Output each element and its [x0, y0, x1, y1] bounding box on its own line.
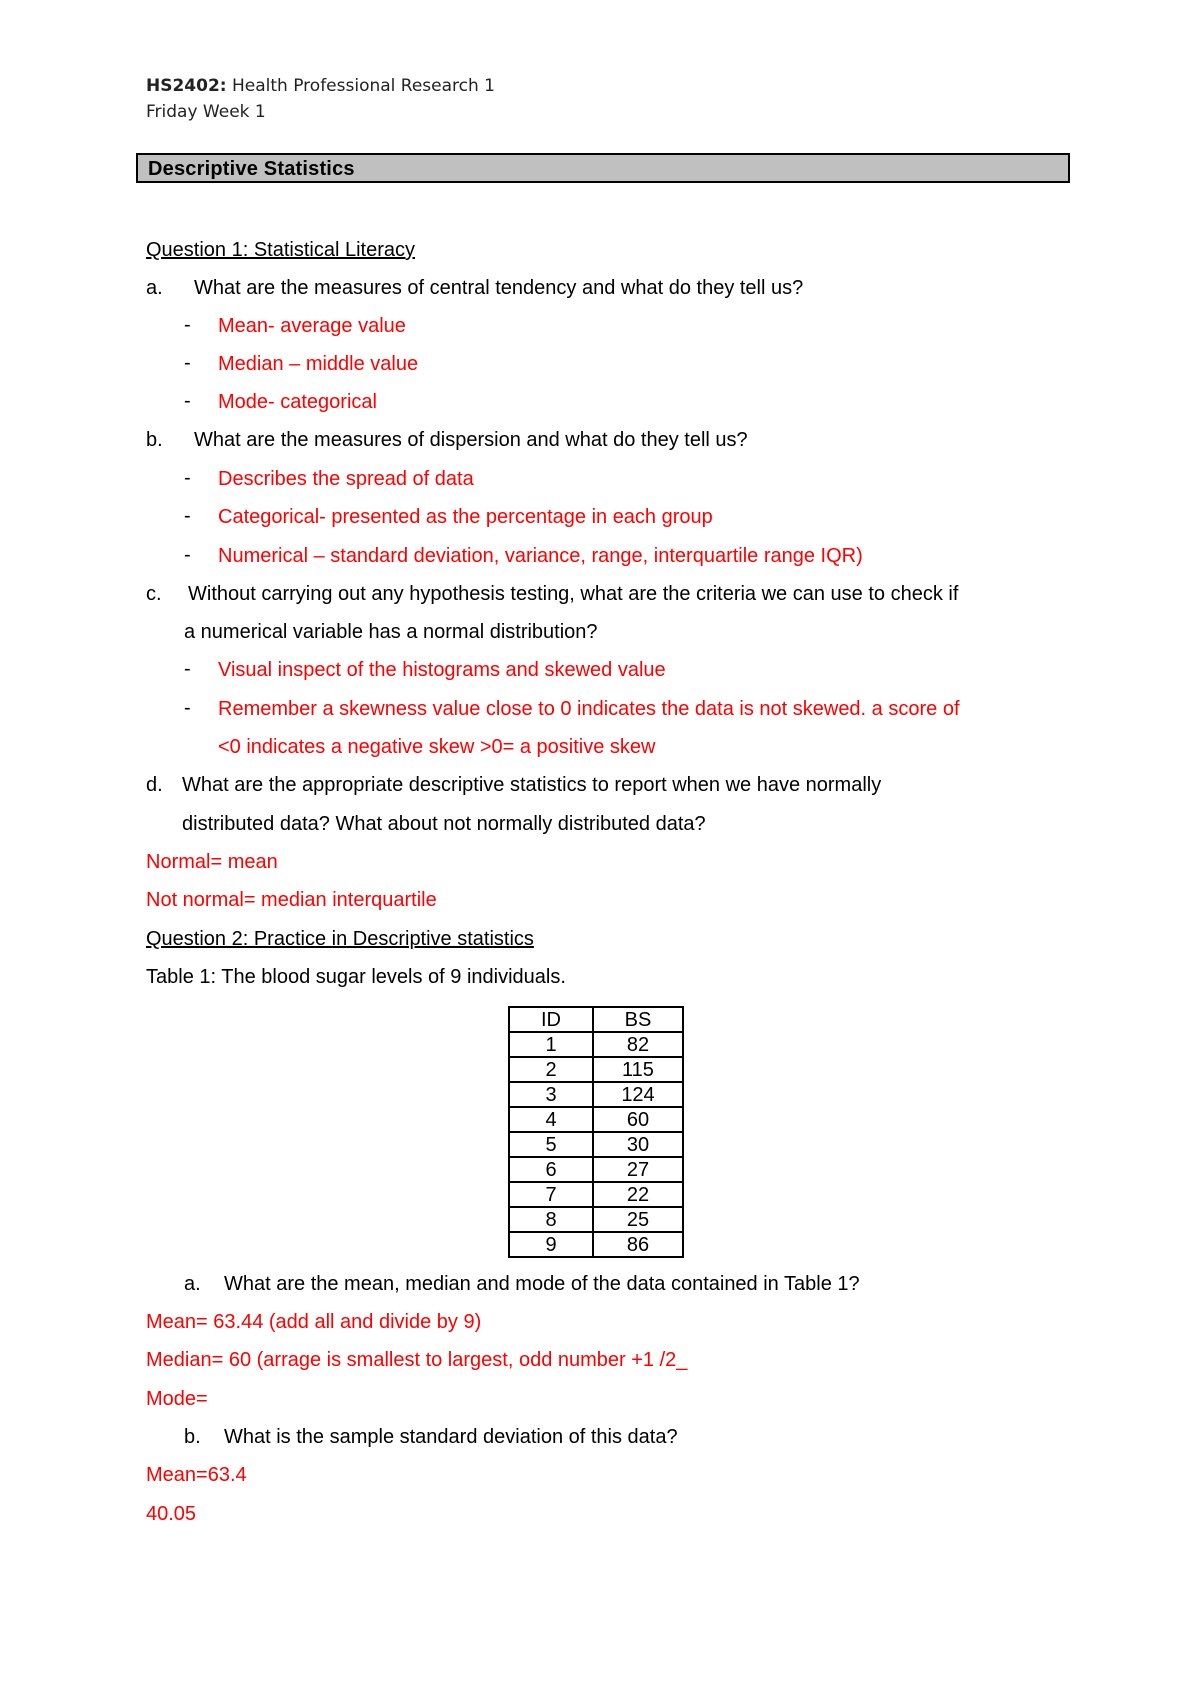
q2a-answer-mean: Mean= 63.44 (add all and divide by 9): [146, 1311, 482, 1333]
q2b-answer-sd: 40.05: [146, 1503, 197, 1525]
col-header-id: ID: [509, 1007, 593, 1032]
cell-bs: 82: [593, 1032, 683, 1057]
cell-id: 8: [509, 1207, 593, 1232]
q1c-answer-1: Visual inspect of the histograms and skewed value: [218, 659, 666, 681]
table-row: [509, 1132, 683, 1157]
table-row: [509, 1082, 683, 1107]
table-caption: Table 1: The blood sugar levels of 9 individuals.: [146, 966, 566, 988]
section-title-box: [136, 153, 1070, 183]
course-code: HS2402:: [146, 76, 227, 96]
q1b-answer-2: Categorical- presented as the percentage in each group: [218, 506, 713, 528]
table-row: [509, 1182, 683, 1207]
bullet-dash: -: [184, 505, 191, 527]
table-row: [509, 1232, 683, 1257]
table-row: [509, 1207, 683, 1232]
table-row: [509, 1107, 683, 1132]
course-name: Health Professional Research 1: [226, 76, 495, 96]
cell-bs: 60: [593, 1107, 683, 1132]
q1d-question-line2: distributed data? What about not normally distributed data?: [182, 813, 706, 835]
bullet-dash: -: [184, 390, 191, 412]
bullet-dash: -: [184, 352, 191, 374]
bullet-dash: -: [184, 697, 191, 719]
q1c-answer-2-line1: Remember a skewness value close to 0 indicates the data is not skewed. a score of: [218, 698, 960, 720]
q2b-question: What is the sample standard deviation of this data?: [224, 1426, 678, 1448]
cell-bs: 115: [593, 1057, 683, 1082]
cell-id: 6: [509, 1157, 593, 1182]
cell-id: 4: [509, 1107, 593, 1132]
q1b-answer-1: Describes the spread of data: [218, 468, 474, 490]
q1d-answer-2: Not normal= median interquartile: [146, 889, 437, 911]
q1a-label: a.: [146, 277, 163, 299]
q1d-question-line1: What are the appropriate descriptive statistics to report when we have normally: [182, 774, 882, 796]
course-header: [146, 76, 495, 96]
cell-bs: 124: [593, 1082, 683, 1107]
q1a-answer-1: Mean- average value: [218, 315, 406, 337]
q1c-answer-2-line2: <0 indicates a negative skew >0= a positive skew: [218, 736, 656, 758]
cell-bs: 86: [593, 1232, 683, 1257]
bullet-dash: -: [184, 314, 191, 336]
cell-bs: 22: [593, 1182, 683, 1207]
blood-sugar-table: [508, 1006, 684, 1258]
q1b-answer-3: Numerical – standard deviation, variance, range, interquartile range IQR): [218, 545, 863, 567]
section-title: Descriptive Statistics: [148, 158, 355, 180]
cell-id: 5: [509, 1132, 593, 1157]
q1c-question-line1: Without carrying out any hypothesis testing, what are the criteria we can use to check if: [188, 583, 959, 605]
q1c-label: c.: [146, 583, 162, 605]
q2b-label: b.: [184, 1426, 201, 1448]
table-header-row: [509, 1007, 683, 1032]
cell-bs: 30: [593, 1132, 683, 1157]
q2a-answer-median: Median= 60 (arrage is smallest to largest, odd number +1 /2_: [146, 1349, 688, 1371]
table-row: [509, 1157, 683, 1182]
q1d-answer-1: Normal= mean: [146, 851, 278, 873]
q1a-answer-3: Mode- categorical: [218, 391, 377, 413]
q2a-question: What are the mean, median and mode of the data contained in Table 1?: [224, 1273, 860, 1295]
cell-id: 2: [509, 1057, 593, 1082]
cell-bs: 27: [593, 1157, 683, 1182]
col-header-bs: BS: [593, 1007, 683, 1032]
q2b-answer-mean: Mean=63.4: [146, 1464, 247, 1486]
cell-id: 7: [509, 1182, 593, 1207]
q1b-question: What are the measures of dispersion and what do they tell us?: [194, 429, 748, 451]
q1d-label: d.: [146, 774, 163, 796]
q1a-question: What are the measures of central tendency and what do they tell us?: [194, 277, 804, 299]
cell-id: 9: [509, 1232, 593, 1257]
table-row: [509, 1032, 683, 1057]
cell-id: 1: [509, 1032, 593, 1057]
week-label: Friday Week 1: [146, 102, 266, 122]
q1c-question-line2: a numerical variable has a normal distribution?: [184, 621, 598, 643]
q1a-answer-2: Median – middle value: [218, 353, 419, 375]
cell-id: 3: [509, 1082, 593, 1107]
q2-title: Question 2: Practice in Descriptive statistics: [146, 928, 534, 950]
table-row: [509, 1057, 683, 1082]
bullet-dash: -: [184, 544, 191, 566]
bullet-dash: -: [184, 658, 191, 680]
q1b-label: b.: [146, 429, 163, 451]
cell-bs: 25: [593, 1207, 683, 1232]
bullet-dash: -: [184, 467, 191, 489]
q2a-label: a.: [184, 1273, 201, 1295]
q1-title: Question 1: Statistical Literacy: [146, 239, 416, 261]
q2a-answer-mode: Mode=: [146, 1388, 208, 1410]
